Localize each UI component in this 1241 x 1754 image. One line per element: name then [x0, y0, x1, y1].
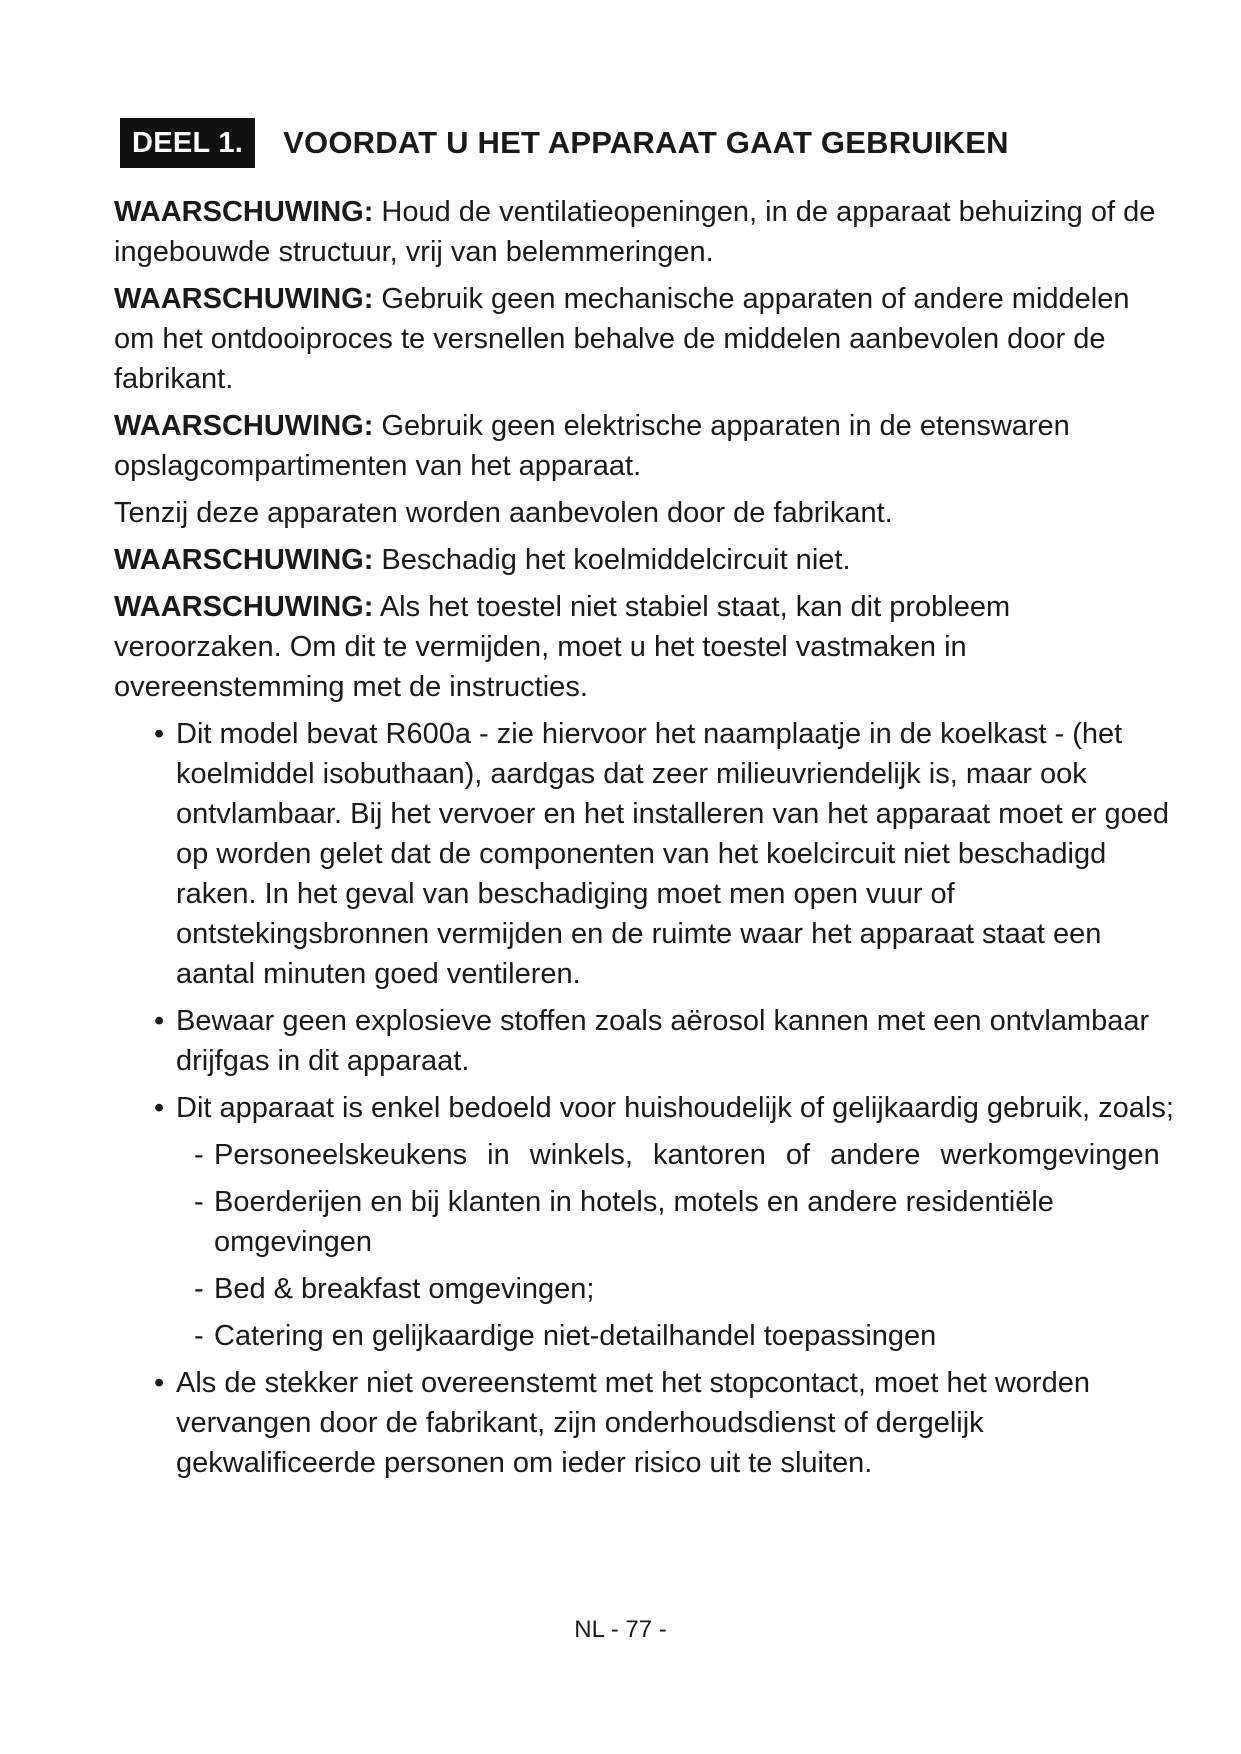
note-paragraph: Tenzij deze apparaten worden aanbevolen door de fabrikant. — [114, 497, 893, 529]
warning-paragraph — [114, 540, 1174, 580]
warning-text: Als het toestel niet stabiel staat, kan dit probleem veroorzaken. Om dit te vermijden, moet u het toestel vastmaken in overeenstemming met de instructies. — [114, 591, 1011, 703]
bullet-icon: • — [154, 1092, 165, 1124]
bullet-list — [114, 714, 1174, 1128]
list-item — [114, 1088, 1174, 1128]
warning-label: WAARSCHUWING: — [114, 196, 374, 228]
section-header — [120, 118, 1009, 168]
warning-text: Houd de ventilatieopeningen, in de apparaat behuizing of de ingebouwde structuur, vrij van belemmeringen. — [114, 196, 1156, 268]
warning-text: Gebruik geen mechanische apparaten of andere middelen om het ontdooiproces te versnellen behalve de middelen aanbevolen door de fabrikant. — [114, 283, 1130, 395]
sub-list-item — [114, 1269, 1174, 1309]
list-item-text: Bewaar geen explosieve stoffen zoals aërosol kannen met een ontvlambaar drijfgas in dit apparaat. — [176, 1005, 1150, 1077]
sub-list-item — [114, 1182, 1174, 1262]
warning-label: WAARSCHUWING: — [114, 591, 374, 623]
list-item-text: Als de stekker niet overeenstemt met het stopcontact, moet het worden vervangen door de fabrikant, zijn onderhoudsdienst of dergelijk gekwalificeerde personen om ieder risico uit te sluiten. — [176, 1367, 1090, 1479]
warning-label: WAARSCHUWING: — [114, 544, 374, 576]
bullet-icon: • — [154, 718, 165, 750]
warning-paragraph — [114, 279, 1174, 399]
list-item — [114, 714, 1174, 994]
sub-list-item-text: Personeelskeukens in winkels, kantoren of andere werkomgevingen — [214, 1139, 1160, 1171]
bullet-icon: • — [154, 1367, 165, 1399]
warning-paragraph — [114, 192, 1174, 272]
warning-text: Gebruik geen elektrische apparaten in de etenswaren opslagcompartimenten van het apparaat. — [114, 410, 1070, 482]
sub-list-item — [114, 1316, 1174, 1356]
content-body — [114, 192, 1174, 1490]
warning-paragraph — [114, 406, 1174, 486]
list-item-text: Dit apparaat is enkel bedoeld voor huishoudelijk of gelijkaardig gebruik, zoals; — [176, 1092, 1174, 1124]
bullet-list — [114, 1363, 1174, 1483]
sub-list-item — [114, 1135, 1174, 1175]
sub-list-item-text: Catering en gelijkaardige niet-detailhandel toepassingen — [214, 1320, 937, 1352]
dash-icon: - — [194, 1186, 204, 1218]
dash-icon: - — [194, 1320, 204, 1352]
warning-label: WAARSCHUWING: — [114, 283, 374, 315]
dash-icon: - — [194, 1139, 204, 1171]
dash-icon: - — [194, 1273, 204, 1305]
part-badge: DEEL 1. — [120, 118, 255, 168]
section-title: VOORDAT U HET APPARAAT GAAT GEBRUIKEN — [283, 125, 1009, 160]
warning-text: Beschadig het koelmiddelcircuit niet. — [373, 544, 851, 576]
list-item-text: Dit model bevat R600a - zie hiervoor het naamplaatje in de koelkast - (het koelmiddel isobuthaan), aardgas dat zeer milieuvriendelijk is, maar ook ontvlambaar. Bij het vervoer en het installeren van het apparaat moet er goed op worden gelet dat de componenten van het koelcircuit niet beschadigd raken. In het geval van beschadiging moet men open vuur of ontstekingsbronnen vermijden en de ruimte waar het apparaat staat een aantal minuten goed ventileren. — [176, 718, 1170, 990]
warning-label: WAARSCHUWING: — [114, 410, 374, 442]
sub-list-item-text: Boerderijen en bij klanten in hotels, motels en andere residentiële omgevingen — [214, 1186, 1054, 1258]
warning-paragraph — [114, 587, 1174, 707]
list-item — [114, 1001, 1174, 1081]
list-item — [114, 1363, 1174, 1483]
bullet-icon: • — [154, 1005, 165, 1037]
sub-list-item-text: Bed & breakfast omgevingen; — [214, 1273, 595, 1305]
page-number: NL - 77 - — [574, 1616, 667, 1643]
